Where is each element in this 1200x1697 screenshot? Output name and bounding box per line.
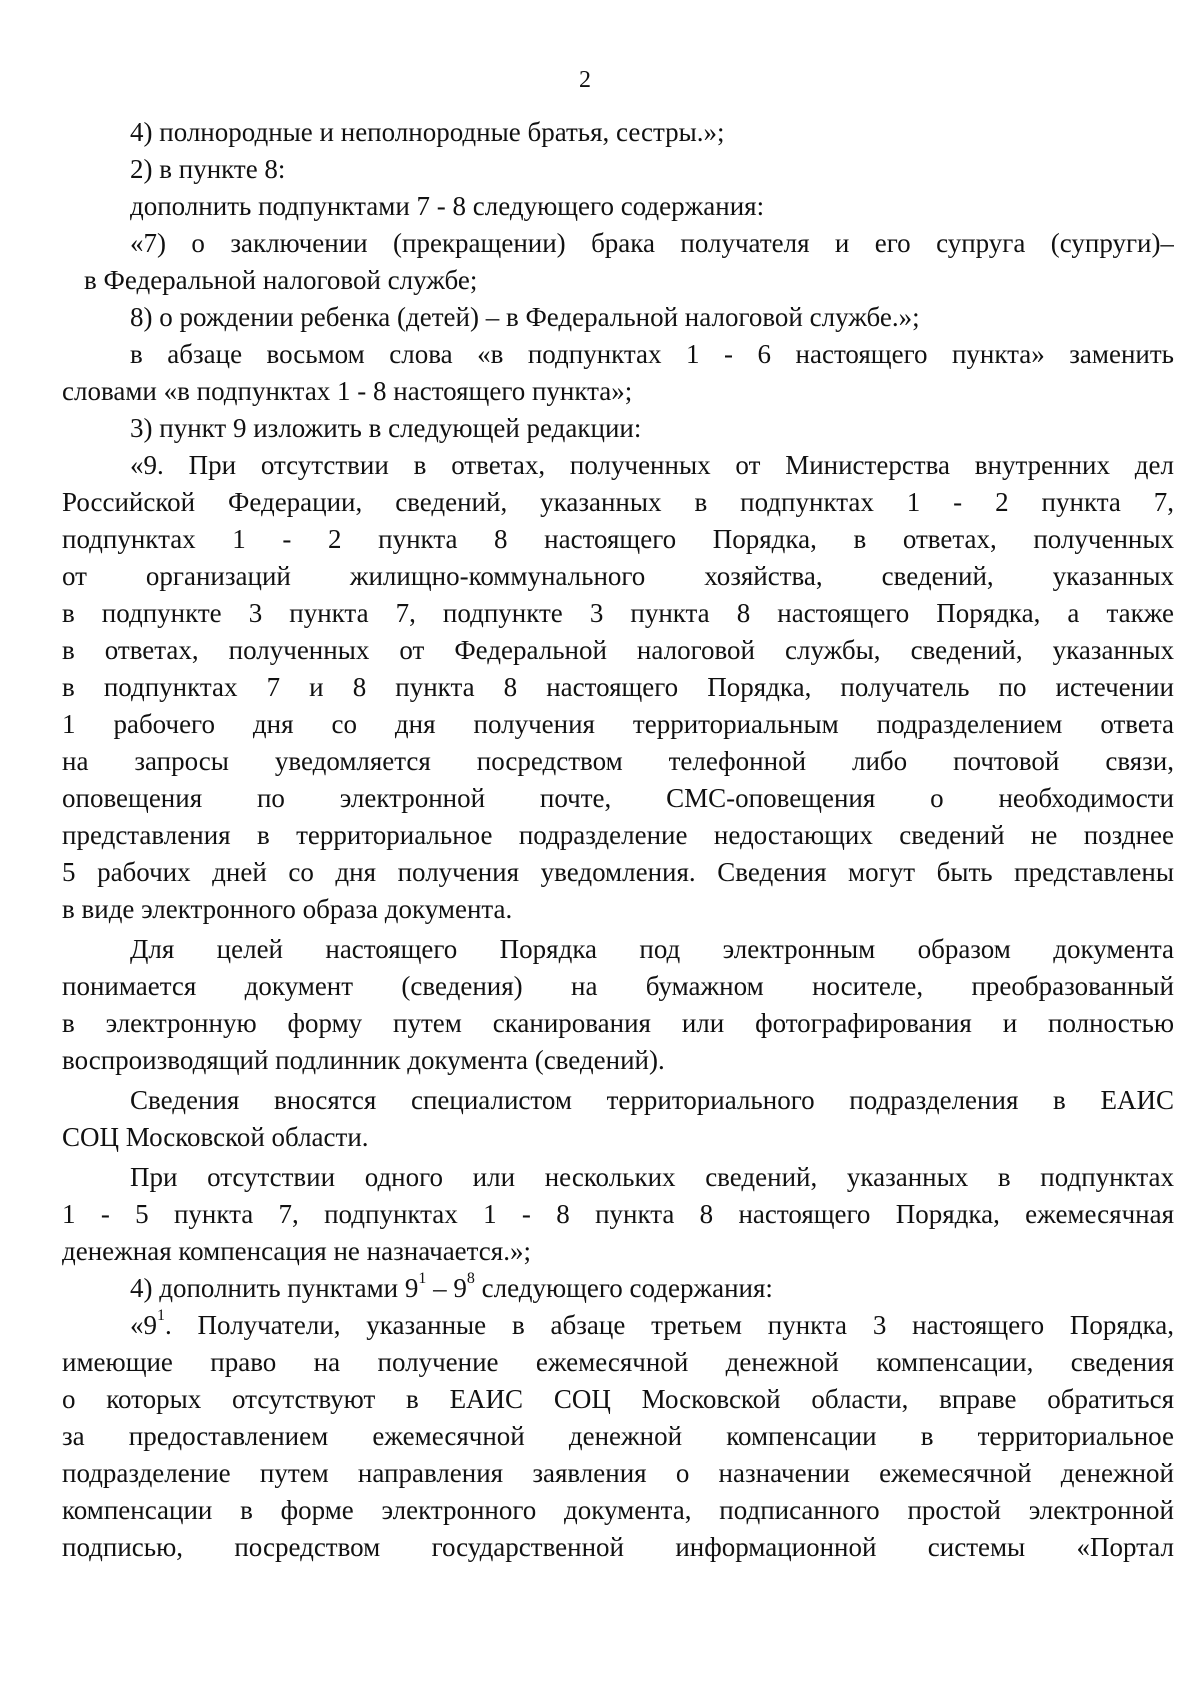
- text-line: денежная компенсация не назначается.»;: [62, 1236, 531, 1266]
- text-fragment: следующего содержания:: [474, 1273, 773, 1303]
- text-line: оповещения по электронной почте, СМС-оповещения о необходимости: [62, 783, 1174, 813]
- text-fragment: 4) дополнить пунктами 9: [130, 1273, 419, 1303]
- text-line: 1 - 5 пункта 7, подпунктах 1 - 8 пункта 8 настоящего Порядка, ежемесячная: [62, 1199, 1174, 1229]
- text-line: словами «в подпунктах 1 - 8 настоящего пункта»;: [62, 376, 633, 406]
- superscript: 1: [157, 1307, 165, 1324]
- text-line: в абзаце восьмом слова «в подпунктах 1 - 6 настоящего пункта» заменить: [130, 339, 1174, 369]
- text-line: в виде электронного образа документа.: [62, 894, 513, 924]
- text-line: СОЦ Московской области.: [62, 1122, 369, 1152]
- text-line: компенсации в форме электронного документа, подписанного простой электронной: [62, 1495, 1174, 1525]
- text-line: «9. При отсутствии в ответах, полученных от Министерства внутренних дел: [130, 450, 1174, 480]
- text-fragment: – 9: [426, 1273, 467, 1303]
- text-line: [62, 1270, 1174, 1307]
- text-line: [62, 1307, 1174, 1344]
- superscript: 1: [418, 1270, 427, 1287]
- text-line: в подпункте 3 пункта 7, подпункте 3 пункта 8 настоящего Порядка, а также: [62, 598, 1174, 628]
- text-line: Для целей настоящего Порядка под электронным образом документа: [130, 934, 1174, 964]
- text-line: 1 рабочего дня со дня получения территориальным подразделением ответа: [62, 709, 1174, 739]
- text-line: Сведения вносятся специалистом территориального подразделения в ЕАИС: [130, 1085, 1174, 1115]
- text-line: воспроизводящий подлинник документа (сведений).: [62, 1045, 665, 1075]
- text-line: 5 рабочих дней со дня получения уведомления. Сведения могут быть представлены: [62, 857, 1174, 887]
- text-line: имеющие право на получение ежемесячной денежной компенсации, сведения: [62, 1347, 1174, 1377]
- text-fragment: . Получатели, указанные в абзаце третьем пункта 3 настоящего Порядка,: [165, 1310, 1174, 1340]
- text-line: подразделение путем направления заявления о назначении ежемесячной денежной: [62, 1458, 1174, 1488]
- text-line: подписью, посредством государственной информационной системы «Портал: [62, 1532, 1174, 1562]
- text-line: дополнить подпунктами 7 - 8 следующего содержания:: [130, 191, 765, 221]
- document-body: [62, 114, 1174, 1566]
- text-line: При отсутствии одного или нескольких сведений, указанных в подпунктах: [130, 1162, 1174, 1192]
- text-line: в подпунктах 7 и 8 пункта 8 настоящего Порядка, получатель по истечении: [62, 672, 1174, 702]
- text-fragment: «9: [130, 1310, 157, 1340]
- text-line: 2) в пункте 8:: [130, 154, 286, 184]
- text-line: представления в территориальное подразделение недостающих сведений не позднее: [62, 820, 1174, 850]
- text-line: за предоставлением ежемесячной денежной компенсации в территориальное: [62, 1421, 1174, 1451]
- text-line: «7) о заключении (прекращении) брака получателя и его супруга (супруги)–: [130, 228, 1174, 258]
- text-line: Российской Федерации, сведений, указанных в подпунктах 1 - 2 пункта 7,: [62, 487, 1174, 517]
- text-line: 4) полнородные и неполнородные братья, сестры.»;: [130, 117, 725, 147]
- text-line: в Федеральной налоговой службе;: [84, 265, 478, 295]
- superscript: 8: [466, 1270, 475, 1287]
- text-line: 3) пункт 9 изложить в следующей редакции:: [130, 413, 642, 443]
- text-line: в ответах, полученных от Федеральной налоговой службы, сведений, указанных: [62, 635, 1174, 665]
- text-line: на запросы уведомляется посредством телефонной либо почтовой связи,: [62, 746, 1174, 776]
- text-line: в электронную форму путем сканирования или фотографирования и полностью: [62, 1008, 1174, 1038]
- text-line: о которых отсутствуют в ЕАИС СОЦ Московской области, вправе обратиться: [62, 1384, 1174, 1414]
- text-line: 8) о рождении ребенка (детей) – в Федеральной налоговой службе.»;: [130, 302, 920, 332]
- page-number: 2: [579, 67, 591, 93]
- text-line: подпунктах 1 - 2 пункта 8 настоящего Порядка, в ответах, полученных: [62, 524, 1174, 554]
- text-line: понимается документ (сведения) на бумажном носителе, преобразованный: [62, 971, 1174, 1001]
- text-line: от организаций жилищно-коммунального хозяйства, сведений, указанных: [62, 561, 1174, 591]
